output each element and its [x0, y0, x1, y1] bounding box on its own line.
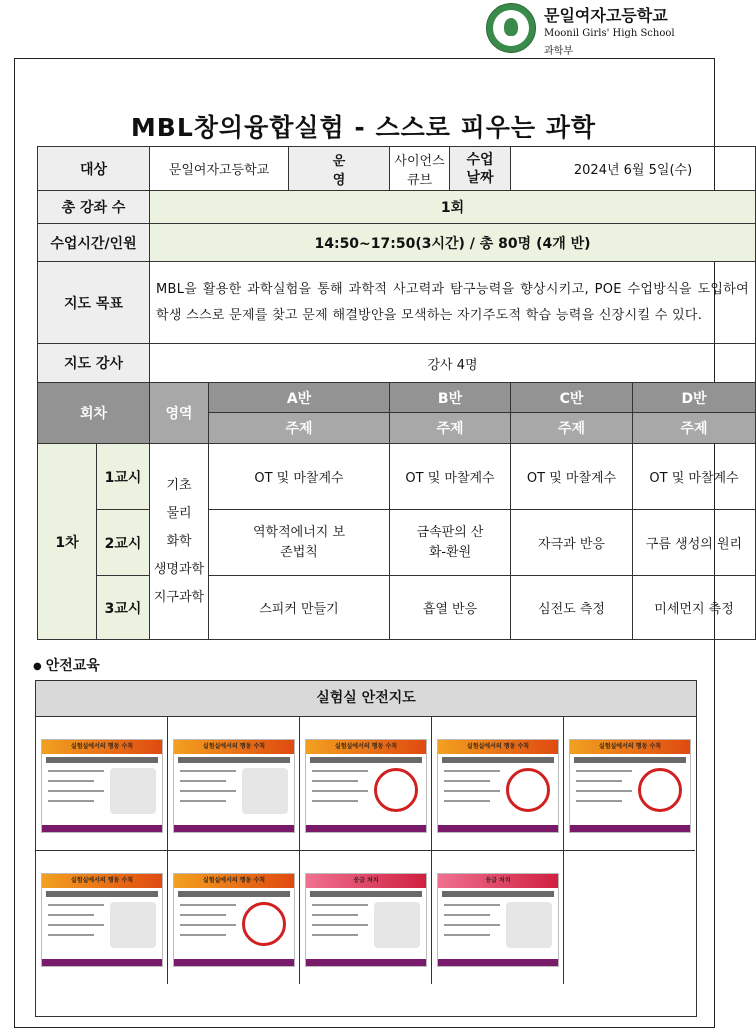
page-title: MBL창의융합실험 - 스스로 피우는 과학: [130, 113, 597, 142]
class-b-topic-label: 주제: [390, 413, 511, 444]
slide-text-line: [48, 934, 94, 936]
safety-heading-text: 안전교육: [45, 658, 100, 674]
area-item: 지구과학: [153, 589, 205, 605]
slide-title: 실험실에서의 행동 수칙: [70, 743, 134, 750]
period-2-label: 2교시: [97, 510, 150, 576]
slide-text-line: [48, 770, 104, 772]
time-label: 수업시간/인원: [38, 224, 150, 262]
area-item: 기초: [166, 477, 192, 493]
topic-cell: [390, 510, 511, 576]
prohibited-icon: [374, 768, 418, 812]
slide-cell: [432, 851, 564, 984]
slide-subheading-bar: [442, 757, 554, 763]
date-label: 수업 날짜: [450, 147, 511, 191]
school-name: 문일여자고등학교: [544, 6, 668, 25]
slide-text-line: [48, 800, 94, 802]
slide-title: 실험실에서의 행동 수칙: [598, 743, 662, 750]
safety-heading: [33, 655, 100, 675]
exit-icon: [110, 902, 156, 948]
safety-slide-thumbnail: [305, 739, 427, 833]
slide-text-line: [48, 904, 104, 906]
slide-text-line: [180, 780, 226, 782]
slide-text-line: [180, 924, 236, 926]
slide-text-line: [180, 770, 236, 772]
slide-text-line: [444, 934, 490, 936]
slide-footer-bar: [42, 825, 162, 832]
area-item: 화학: [166, 533, 192, 549]
topic-cell: 스피커 만들기: [209, 576, 390, 640]
slide-text-line: [312, 790, 368, 792]
bullet-icon: ●: [33, 660, 42, 672]
school-header: [486, 3, 716, 55]
slide-text-line: [48, 780, 94, 782]
time-value: 14:50~17:50(3시간) / 총 80명 (4개 반): [150, 224, 756, 262]
period-3-label: 3교시: [97, 576, 150, 640]
safety-slide-thumbnail: [41, 873, 163, 967]
slide-title: 응급 처치: [353, 877, 379, 884]
slide-cell: [300, 717, 432, 851]
slide-text-line: [576, 780, 622, 782]
slide-text-line: [444, 924, 500, 926]
first-aid-icon: [374, 902, 420, 948]
slide-text-line: [180, 914, 226, 916]
sessions-label: 총 강좌 수: [38, 191, 150, 224]
topic-text: 역학적에너지 보존법칙: [252, 524, 346, 560]
slide-subheading-bar: [46, 757, 158, 763]
slide-title: 실험실에서의 행동 수칙: [70, 877, 134, 884]
slide-text-line: [312, 914, 358, 916]
slide-footer-bar: [306, 825, 426, 832]
slide-cell: [168, 717, 300, 851]
slide-text-line: [312, 924, 368, 926]
slide-text-line: [444, 790, 500, 792]
goal-label: 지도 목표: [38, 262, 150, 344]
slide-text-line: [180, 790, 236, 792]
slide-cell: [36, 851, 168, 984]
slide-text-line: [576, 770, 632, 772]
slide-text-line: [48, 914, 94, 916]
safety-slide-thumbnail: [305, 873, 427, 967]
topic-cell: 미세먼지 측정: [633, 576, 756, 640]
slide-text-line: [312, 770, 368, 772]
slide-footer-bar: [570, 825, 690, 832]
topic-cell: [209, 510, 390, 576]
class-c-topic-label: 주제: [511, 413, 633, 444]
safety-slide-thumbnail: [437, 873, 559, 967]
slide-title: 실험실에서의 행동 수칙: [202, 877, 266, 884]
safety-slide-thumbnail: [173, 739, 295, 833]
school-name-english: Moonil Girls' High School: [544, 28, 675, 39]
prohibited-icon: [638, 768, 682, 812]
instructor-label: 지도 강사: [38, 344, 150, 383]
slide-footer-bar: [438, 825, 558, 832]
slide-subheading-bar: [310, 757, 422, 763]
prohibited-icon: [242, 902, 286, 946]
slide-text-line: [48, 790, 104, 792]
slide-cell: [168, 851, 300, 984]
slide-subheading-bar: [442, 891, 554, 897]
slide-cell: [300, 851, 432, 984]
slide-text-line: [444, 770, 500, 772]
slide-text-line: [576, 790, 632, 792]
operation-label: 운 영: [289, 147, 390, 191]
safety-slide-thumbnail: [173, 873, 295, 967]
sessions-value: 1회: [150, 191, 756, 224]
area-item: 생명과학: [153, 561, 205, 577]
instructor-value: 강사 4명: [150, 344, 756, 383]
slide-subheading-bar: [178, 757, 290, 763]
slide-footer-bar: [174, 825, 294, 832]
safety-slide-thumbnail: [437, 739, 559, 833]
target-value: 문일여자고등학교: [150, 147, 289, 191]
safety-box: [35, 680, 697, 1017]
slide-cell: [432, 717, 564, 851]
prohibited-icon: [506, 768, 550, 812]
class-d-topic-label: 주제: [633, 413, 756, 444]
slide-footer-bar: [438, 959, 558, 966]
topic-cell: 심전도 측정: [511, 576, 633, 640]
class-b-header: B반: [390, 383, 511, 413]
slide-text-line: [312, 780, 358, 782]
department: 과학부: [544, 46, 573, 57]
topic-cell: OT 및 마찰계수: [511, 444, 633, 510]
topic-text: 금속판의 산화-환원: [416, 524, 484, 560]
slide-text-line: [180, 904, 236, 906]
slide-cell: [564, 717, 695, 851]
area-label: 영역: [150, 383, 209, 444]
class-c-header: C반: [511, 383, 633, 413]
slide-title: 실험실에서의 행동 수칙: [334, 743, 398, 750]
slide-title: 실험실에서의 행동 수칙: [202, 743, 266, 750]
slide-subheading-bar: [574, 757, 686, 763]
target-label: 대상: [38, 147, 150, 191]
experiment-icon: [242, 768, 288, 814]
slide-text-line: [312, 800, 358, 802]
slide-subheading-bar: [310, 891, 422, 897]
first-aid-icon: [506, 902, 552, 948]
topic-cell: 구름 생성의 원리: [633, 510, 756, 576]
topic-cell: OT 및 마찰계수: [633, 444, 756, 510]
slide-footer-bar: [174, 959, 294, 966]
topic-cell: OT 및 마찰계수: [209, 444, 390, 510]
gloves-icon: [110, 768, 156, 814]
slide-text-line: [312, 904, 368, 906]
area-item: 물리: [166, 505, 192, 521]
class-a-header: A반: [209, 383, 390, 413]
slide-title: 실험실에서의 행동 수칙: [466, 743, 530, 750]
round-value: 1차: [38, 444, 97, 640]
slide-footer-bar: [42, 959, 162, 966]
slide-footer-bar: [306, 959, 426, 966]
class-d-header: D반: [633, 383, 756, 413]
date-value: 2024년 6월 5일(수): [511, 147, 756, 191]
safety-slide-thumbnail: [569, 739, 691, 833]
program-table: [37, 146, 756, 640]
topic-cell: OT 및 마찰계수: [390, 444, 511, 510]
slide-text-line: [444, 914, 490, 916]
class-a-topic-label: 주제: [209, 413, 390, 444]
safety-slide-thumbnail: [41, 739, 163, 833]
slide-cell: [36, 717, 168, 851]
safety-slide-grid: [36, 717, 696, 1016]
slide-subheading-bar: [178, 891, 290, 897]
period-1-label: 1교시: [97, 444, 150, 510]
safety-box-title: 실험실 안전지도: [36, 681, 696, 717]
round-label: 회차: [38, 383, 150, 444]
slide-text-line: [180, 934, 226, 936]
school-logo-icon: [486, 3, 536, 53]
slide-text-line: [48, 924, 104, 926]
slide-title: 응급 처치: [485, 877, 511, 884]
operation-value: 사이언스 큐브: [390, 147, 450, 191]
slide-text-line: [576, 800, 622, 802]
area-list: [150, 444, 209, 640]
slide-text-line: [444, 904, 500, 906]
topic-cell: 자극과 반응: [511, 510, 633, 576]
slide-subheading-bar: [46, 891, 158, 897]
goal-value: MBL을 활용한 과학실험을 통해 과학적 사고력과 탐구능력을 향상시키고, POE 수업방식을 도입하여 학생 스스로 문제를 찾고 문제 해결방안을 모색하는 자기주도적 학습 능력을 신장시킬 수 있다.: [150, 262, 756, 344]
slide-text-line: [444, 800, 490, 802]
slide-text-line: [444, 780, 490, 782]
slide-cell: [564, 851, 695, 984]
slide-text-line: [312, 934, 358, 936]
slide-text-line: [180, 800, 226, 802]
topic-cell: 흡열 반응: [390, 576, 511, 640]
